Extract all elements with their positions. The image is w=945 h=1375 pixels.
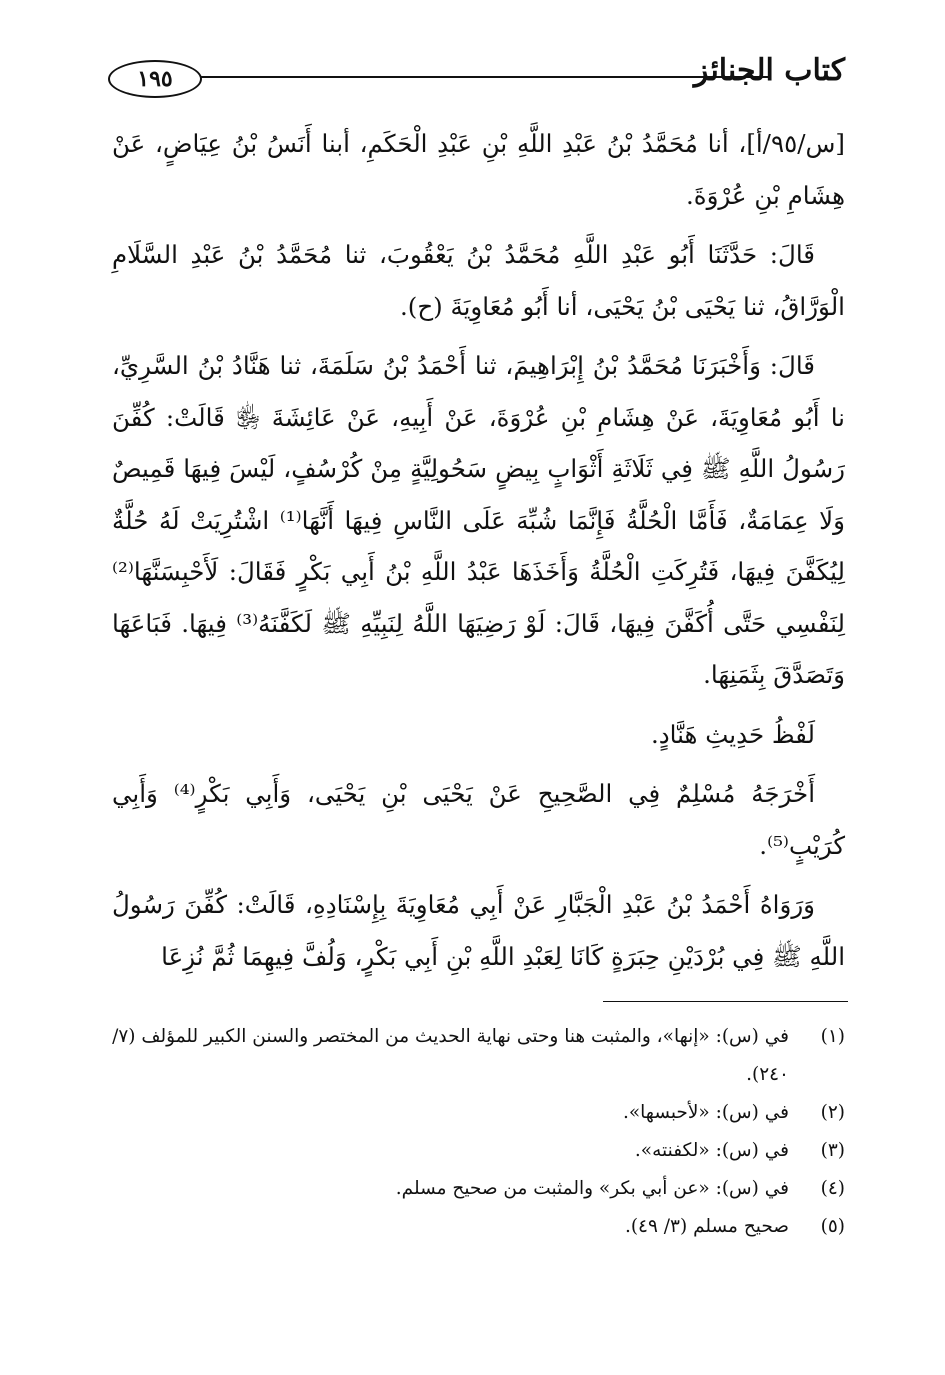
paragraph-hadith: قَالَ: وَأَخْبَرَنَا مُحَمَّدُ بْنُ إِبْرَاهِيمَ، ثنا أَحْمَدُ بْنُ سَلَمَةَ، ثنا هَنَّادُ بْنُ السَّرِيِّ، نا أَبُو مُعَاوِيَةَ، عَنْ هِشَامِ بْنِ عُرْوَةَ، عَنْ أَبِيهِ، عَنْ عَائِشَةَ ﵂ قَالَتْ: كُفِّنَ رَسُولُ اللَّهِ ﷺ فِي ثَلَاثَةِ أَثْوَابٍ بِيضٍ سَحُولِيَّةٍ مِنْ كُرْسُفٍ، لَيْسَ فِيهَا قَمِيصٌ وَلَا عِمَامَةٌ، فَأَمَّا الْحُلَّةُ فَإِنَّمَا شُبِّهَ عَلَى النَّاسِ فِيهَا أَنَّهَا⁽¹⁾ اشْتُرِيَتْ لَهُ حُلَّةٌ لِيُكَفَّنَ فِيهَا، فَتُرِكَتِ الْحُلَّةُ وَأَخَذَهَا عَبْدُ اللَّهِ بْنُ أَبِي بَكْرٍ فَقَالَ: لَأَحْبِسَنَّهَا⁽²⁾ لِنَفْسِي حَتَّى أُكَفَّنَ فِيهَا، قَالَ: لَوْ رَضِيَهَا اللَّهُ لِنَبِيِّهِ ﷺ لَكَفَّنَهُ⁽³⁾ فِيهَا. فَبَاعَهَا وَتَصَدَّقَ بِثَمَنِهَا. <box>112 351 845 689</box>
paragraph-riwaya: وَرَوَاهُ أَحْمَدُ بْنُ عَبْدِ الْجَبَّارِ عَنْ أَبِي مُعَاوِيَةَ بِإِسْنَادِهِ، قَالَتْ: كُفِّنَ رَسُولُ اللَّهِ ﷺ فِي بُرْدَيْنِ حِبَرَةٍ كَانَا لِعَبْدِ اللَّهِ بْنِ أَبِي بَكْرٍ، وَلُفَّ فِيهِمَا ثُمَّ نُزِعَا <box>112 890 845 971</box>
footnote-text: في (س): «لأحبسها». <box>622 1102 789 1123</box>
paragraph-isnad-1: [س/٩٥/أ]، أنا مُحَمَّدُ بْنُ عَبْدِ اللَّهِ بْنِ عَبْدِ الْحَكَمِ، أبنا أَنَسُ بْنُ عِيَاضٍ، عَنْ هِشَامِ بْنِ عُرْوَةَ. <box>112 129 845 210</box>
paragraph-wording-note: لَفْظُ حَدِيثِ هَنَّادٍ. <box>650 719 815 749</box>
footnote-number: (١) <box>820 1026 845 1047</box>
footnote-text: صحيح مسلم (٣/ ٤٩). <box>624 1216 789 1237</box>
footnote-item <box>112 1170 845 1208</box>
header-rule <box>200 76 770 78</box>
main-text <box>112 118 845 982</box>
paragraph-isnad-2: قَالَ: حَدَّثَنَا أَبُو عَبْدِ اللَّهِ مُحَمَّدُ بْنُ يَعْقُوبَ، ثنا مُحَمَّدُ بْنُ عَبْدِ السَّلَامِ الْوَرَّاقُ، ثنا يَحْيَى بْنُ يَحْيَى، أنا أَبُو مُعَاوِيَةَ (ح). <box>112 240 845 321</box>
chapter-title: كتاب الجنائز <box>693 53 845 88</box>
footnote-number: (٤) <box>820 1178 845 1199</box>
footnote-text: في (س): «عن أبي بكر» والمثبت من صحيح مسلم. <box>395 1178 789 1199</box>
footnote-number: (٢) <box>820 1102 845 1123</box>
footnote-item <box>112 1132 845 1170</box>
footnote-item <box>112 1208 845 1246</box>
footnote-separator <box>603 1001 848 1002</box>
footnote-number: (٥) <box>820 1216 845 1237</box>
footnote-item <box>112 1094 845 1132</box>
footnote-text: في (س): «لكفنته». <box>634 1140 789 1161</box>
footnote-text: في (س): «إنها»، والمثبت هنا وحتى نهاية الحديث من المختصر والسنن الكبير للمؤلف (٧/ ٢٤٠). <box>112 1026 789 1085</box>
footnote-item <box>112 1018 845 1094</box>
page-header <box>100 52 845 102</box>
footnote-number: (٣) <box>820 1140 845 1161</box>
paragraph-takhrij: أَخْرَجَهُ مُسْلِمٌ فِي الصَّحِيحِ عَنْ يَحْيَى بْنِ يَحْيَى، وَأَبِي بَكْرٍ⁽⁴⁾ وَأَبِي كُرَيْبٍ⁽⁵⁾. <box>112 779 845 860</box>
page-number: ١٩٥ <box>108 60 202 98</box>
footnotes <box>112 1018 845 1246</box>
